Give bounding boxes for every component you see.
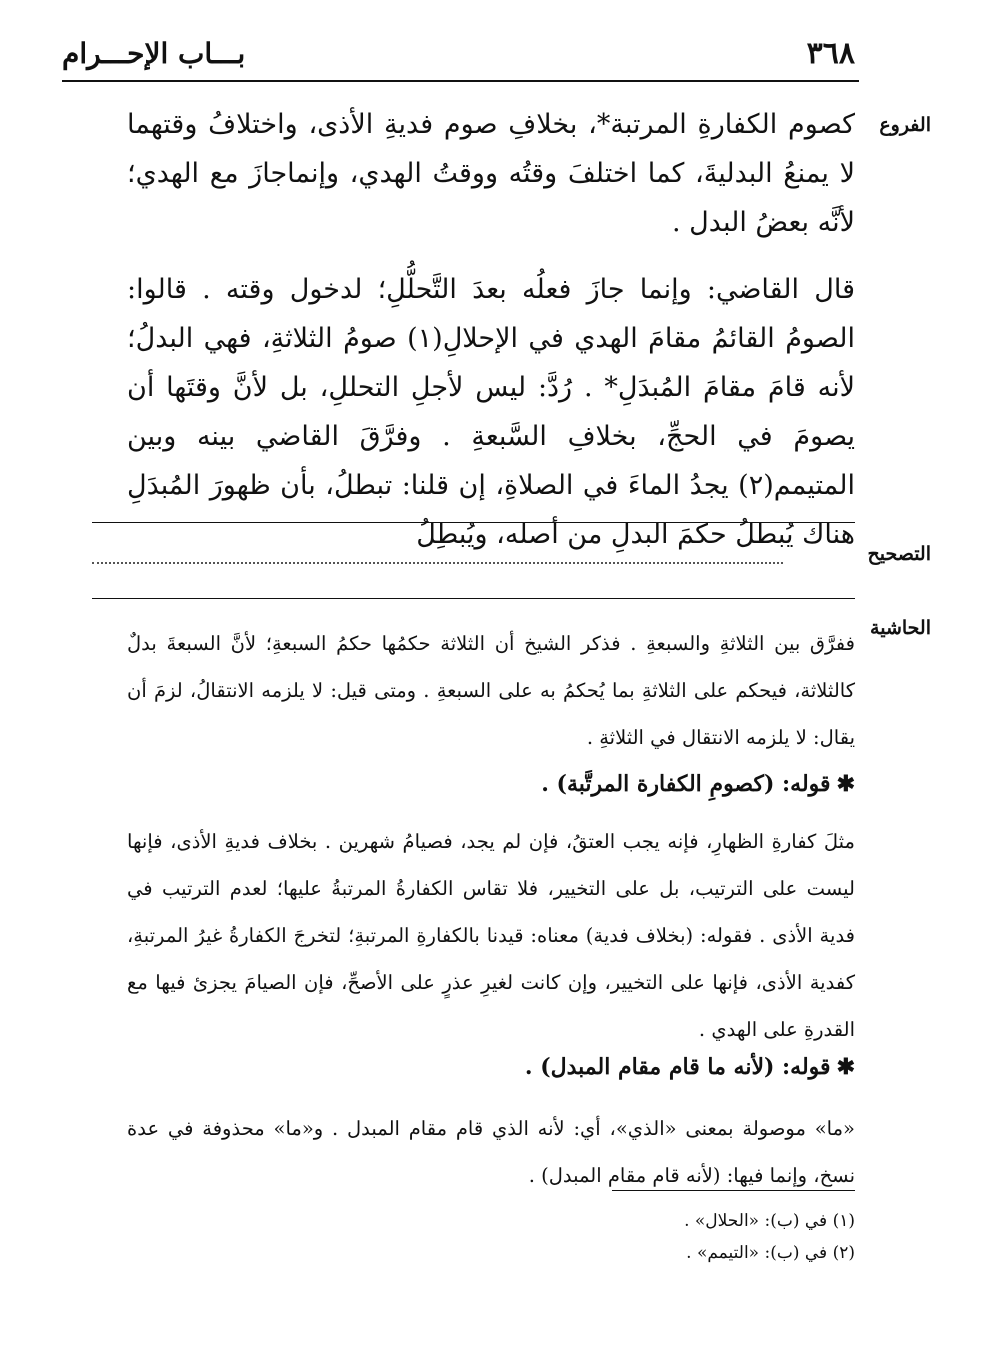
section-label-tashih: التصحيح <box>867 543 931 565</box>
main-paragraph-2: قال القاضي: وإنما جازَ فعلُه بعدَ التَّحلُّلِ؛ لدخول وقته . قالوا: الصومُ القائمُ مقامَ الهدي في الإحلالِ(١) صومُ الثلاثةِ، فهي البدلُ؛ لأنه قامَ مقامَ المُبدَلِ* . رُدَّ: ليس لأجلِ التحللِ، بل لأنَّ وقتَها أن يصومَ في الحجِّ، بخلافِ السَّبعةِ . وفرَّقَ القاضي بينه وبين المتيمم(٢) يجدُ الماءَ في الصلاةِ، إن قلنا: تبطلُ، بأن ظهورَ المُبدَلِ هناك يُبطلُ حكمَ البدلِ من أصله، ويُبطِلُ <box>127 274 856 550</box>
hashiya-note-3: «ما» موصولة بمعنى «الذي»، أي: لأنه الذي قام مقام المبدل . و«ما» محذوفة في عدة نسخ، وإنما فيها: (لأنه قام مقام المبدل) . <box>127 1117 855 1187</box>
asterisk-icon: ✱ <box>836 771 855 797</box>
footnote-rule <box>612 1190 855 1191</box>
section-divider-bottom <box>92 598 855 599</box>
footnote-1: (١) في (ب): «الحلال» . <box>684 1211 855 1231</box>
asterisk-icon: ✱ <box>836 1054 855 1080</box>
footnote-2: (٢) في (ب): «التيمم» . <box>686 1243 855 1263</box>
section-divider-top <box>92 522 855 523</box>
quote-heading-2 <box>525 1047 855 1087</box>
hashiya-note-1: ففرَّق بين الثلاثةِ والسبعةِ . فذكر الشيخ أن الثلاثة حكمُها حكمُ السبعةِ؛ لأنَّ السبعةَ بدلٌ كالثلاثة، فيحكم على الثلاثةِ بما يُحكمُ به على السبعةِ . ومتى قيل: لا يلزمه الانتقالُ، لزمَ أن يقال: لا يلزمه الانتقال في الثلاثةِ . <box>127 632 855 749</box>
header-rule <box>62 80 859 82</box>
quote-heading-1-text: قوله: (كصومِ الكفارة المرتَّبة) . <box>541 771 831 797</box>
tashih-dotted-line <box>92 562 783 564</box>
section-label-hashiya: الحاشية <box>870 617 931 639</box>
main-paragraph-1: كصوم الكفارةِ المرتبة*، بخلافِ صوم فديةِ الأذى، واختلافُ وقتهما لا يمنعُ البدليةَ، كما اختلفَ وقتُه ووقتُ الهدي، وإنماجازَ مع الهدي؛ لأنَّه بعضُ البدل . <box>127 109 855 238</box>
section-label-furu: الفروع <box>879 114 931 136</box>
hashiya-note-2: مثلَ كفارةِ الظهارِ، فإنه يجب العتقُ، فإن لم يجد، فصيامُ شهرين . بخلاف فديةِ الأذى، فإنها ليست على الترتيب، بل على التخيير، فلا تقاس الكفارةُ المرتبةُ عليها؛ لعدم الترتيب في فدية الأذى . فقوله: (بخلاف فدية) معناه: قيدنا بالكفارةِ المرتبةِ؛ لتخرجَ الكفارةُ غيرُ المرتبةِ، كفدية الأذى، فإنها على التخيير، وإن كانت لغيرِ عذرٍ على الأصحِّ، فإن الصيامَ يجزئ فيها مع القدرةِ على الهدي . <box>127 830 855 1041</box>
page-number: ٣٦٨ <box>806 36 855 71</box>
chapter-title: بـــاب الإحـــرام <box>62 37 246 70</box>
quote-heading-2-text: قوله: (لأنه ما قام مقام المبدل) . <box>524 1054 831 1080</box>
quote-heading-1 <box>541 764 855 804</box>
